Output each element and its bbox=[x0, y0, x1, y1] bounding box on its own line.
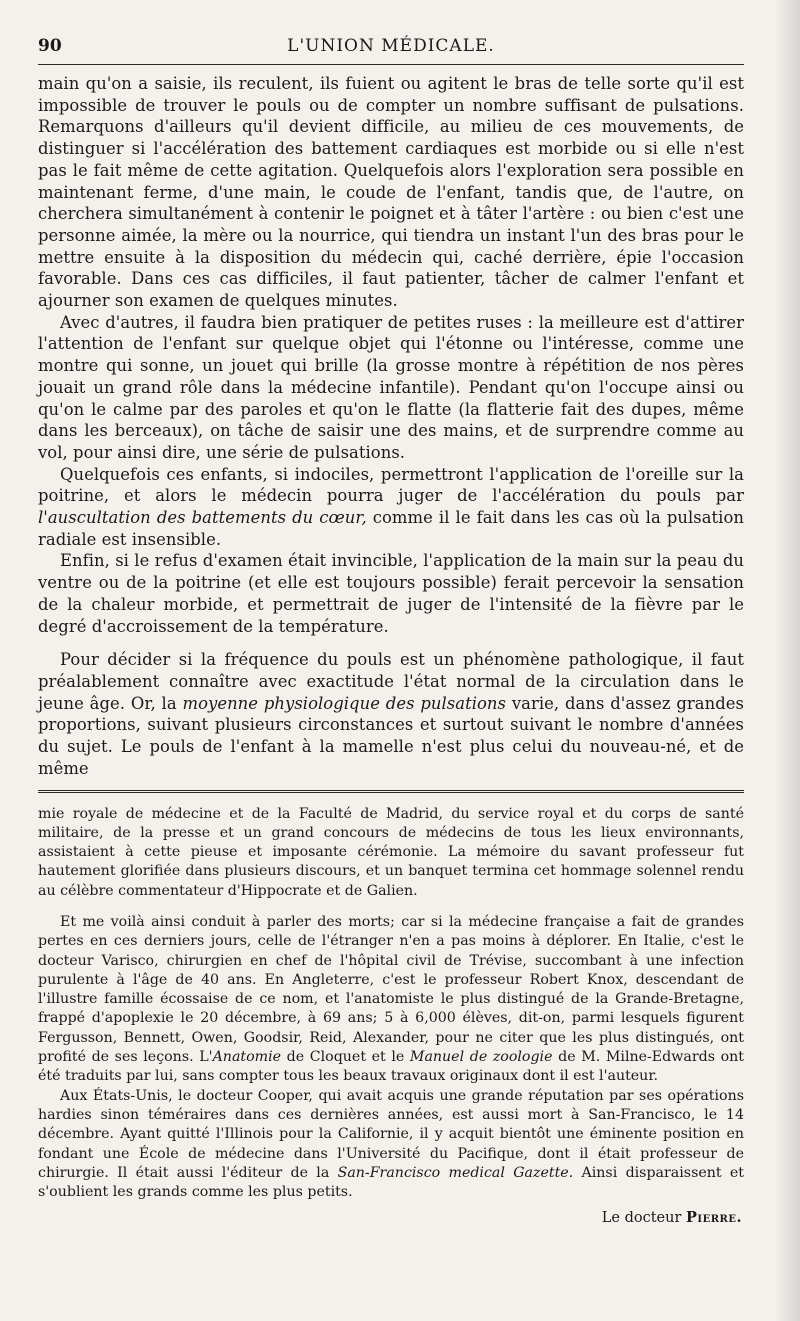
feuilleton-paragraph-3-text-b: Ainsi disparaissent et s'oublient les grands comme les plus petits. bbox=[38, 1164, 744, 1201]
signature-name: Pierre. bbox=[686, 1209, 742, 1227]
paragraph-5-text-a: Pour décider si la fréquence du pouls est un phénomène pathologique, il faut préalablement connaître avec exactitude l'état normal de la circulation dans le jeune âge. Or, la bbox=[38, 650, 744, 713]
feuilleton-paragraph-2-text-c: de M. Milne-Edwards ont été traduits par lui, sans compter tous les beaux travaux originaux dont il est l'auteur. bbox=[38, 1049, 744, 1085]
paragraph-5-emphasis: moyenne physiologique des pulsations bbox=[182, 693, 506, 713]
page-edge-shadow bbox=[774, 0, 800, 1321]
paragraph-3 bbox=[38, 464, 744, 551]
feuilleton-paragraph-2 bbox=[38, 913, 744, 1087]
feuilleton-paragraph-2-text-a: Et me voilà ainsi conduit à parler des morts; car si la médecine française a fait de grandes pertes en ces derniers jours, celle de l'étranger n'en a pas moins à déplorer. En Italie, c'est le docteur Varisco, chirurgien en chef de l'hôpital civil de Trévise, succombant à une infection purulente à l'âge de 40 ans. En Angleterre, c'est le professeur Robert Knox, descendant de l'illustre famille écossaise de ce nom, et l'anatomiste le plus distingué de la Grande-Bretagne, frappé d'apoplexie le 20 décembre, à 69 ans; 5 à 6,000 élèves, dit-on, parmi lesquels figurent Fergusson, Bennett, Owen, Goodsir, Reid, Alexander, pour ne citer que les plus distingués, ont profité de ses leçons. L' bbox=[38, 913, 744, 1066]
document-page bbox=[38, 30, 744, 1228]
signature-prefix: Le docteur bbox=[601, 1210, 686, 1227]
feuilleton-paragraph-1: mie royale de médecine et de la Faculté de Madrid, du service royal et du corps de santé militaire, de la presse et un grand concours de médecins de tous les lieux environnants, assistaient à cette pieuse et imposante cérémonie. La mémoire du savant professeur fut hautement glorifiée dans plusieurs discours, et un banquet termina cet hommage solennel rendu au célèbre commentateur d'Hippocrate et de Galien. bbox=[38, 805, 744, 899]
paragraph-2: Avec d'autres, il faudra bien pratiquer de petites ruses : la meilleure est d'attirer l'attention de l'enfant sur quelque objet qui l'étonne ou l'intéresse, comme une montre qui sonne, un jouet qui brille (la grosse montre à répétition de nos pères jouait un grand rôle dans la médecine infantile). Pendant qu'on l'occupe ainsi ou qu'on le calme par des paroles et qu'on le flatte (la flatterie fait des dupes, même dans les berceaux), on tâche de saisir une des mains, et de surprendre comme au vol, pour ainsi dire, une série de pulsations. bbox=[38, 312, 744, 462]
page-header bbox=[38, 30, 744, 64]
feuilleton-separator bbox=[38, 790, 744, 793]
gazette-title: San-Francisco medical Gazette. bbox=[337, 1164, 574, 1181]
paragraph-5-text-b: varie, dans d'assez grandes proportions, suivant plusieurs circonstances et surtout suivant le nombre d'années du sujet. Le pouls de l'enfant à la mamelle n'est plus celui du nouveau-né, et de même bbox=[38, 693, 744, 778]
paragraph-3-emphasis: l'auscultation des battements du cœur, bbox=[38, 508, 367, 528]
running-title: L'UNION MÉDICALE. bbox=[287, 36, 495, 56]
paragraph-1: main qu'on a saisie, ils reculent, ils fuient ou agitent le bras de telle sorte qu'il est impossible de trouver le pouls ou de compter un nombre suffisant de pulsations. Remarquons d'ailleurs qu'il devient difficile, au milieu de ces mouvements, de distinguer si l'accélération des battement cardiaques est morbide ou si elle n'est pas le fait même de cette agitation. Quelquefois alors l'exploration sera possible en maintenant ferme, d'une main, le coude de l'enfant, tandis que, de l'autre, on cherchera simultanément à contenir le poignet et à tâter l'artère : ou bien c'est une personne aimée, la mère ou la nourrice, qui tiendra un instant l'un des bras pour le mettre ensuite à la disposition du médecin qui, caché derrière, épie l'occasion favorable. Dans ces cas difficiles, il faut patienter, tâcher de calmer l'enfant et ajourner son examen de quelques minutes. bbox=[38, 74, 744, 311]
paragraph-3-text-b: comme il le fait dans les cas où la pulsation radiale est insensible. bbox=[38, 508, 744, 549]
main-text bbox=[38, 73, 744, 780]
page-number: 90 bbox=[38, 36, 62, 56]
signature bbox=[38, 1208, 744, 1228]
feuilleton-paragraph-2-text-b: de Cloquet et le bbox=[281, 1049, 410, 1066]
feuilleton-paragraph-3-text-a: Aux États-Unis, le docteur Cooper, qui avait acquis une grande réputation par ses opérations hardies sinon téméraires dans ces dernières années, est aussi mort à San-Francisco, le 14 décembre. Ayant quitté l'Illinois pour la Californie, il y acquit bientôt une éminente position en fondant une École de médecine dans l'Université du Pacifique, dont il était professeur de chirurgie. Il était aussi l'éditeur de la bbox=[38, 1087, 744, 1181]
manuel-title: Manuel de zoologie bbox=[409, 1049, 553, 1066]
paragraph-3-text-a: Quelquefois ces enfants, si indociles, permettront l'application de l'oreille sur la poitrine, et alors le médecin pourra juger de l'accélération du pouls par bbox=[38, 464, 744, 506]
paragraph-4: Enfin, si le refus d'examen était invincible, l'application de la main sur la peau du ventre ou de la poitrine (et elle est toujours possible) ferait percevoir la sensation de la chaleur morbide, et permettrait de juger de l'intensité de la fièvre par le degré d'accroissement de la température. bbox=[38, 551, 744, 636]
anatomie-title: Anatomie bbox=[212, 1049, 282, 1066]
paragraph-5 bbox=[38, 649, 744, 779]
feuilleton-text bbox=[38, 805, 744, 1229]
header-rule bbox=[38, 64, 744, 65]
feuilleton-paragraph-3 bbox=[38, 1087, 744, 1203]
